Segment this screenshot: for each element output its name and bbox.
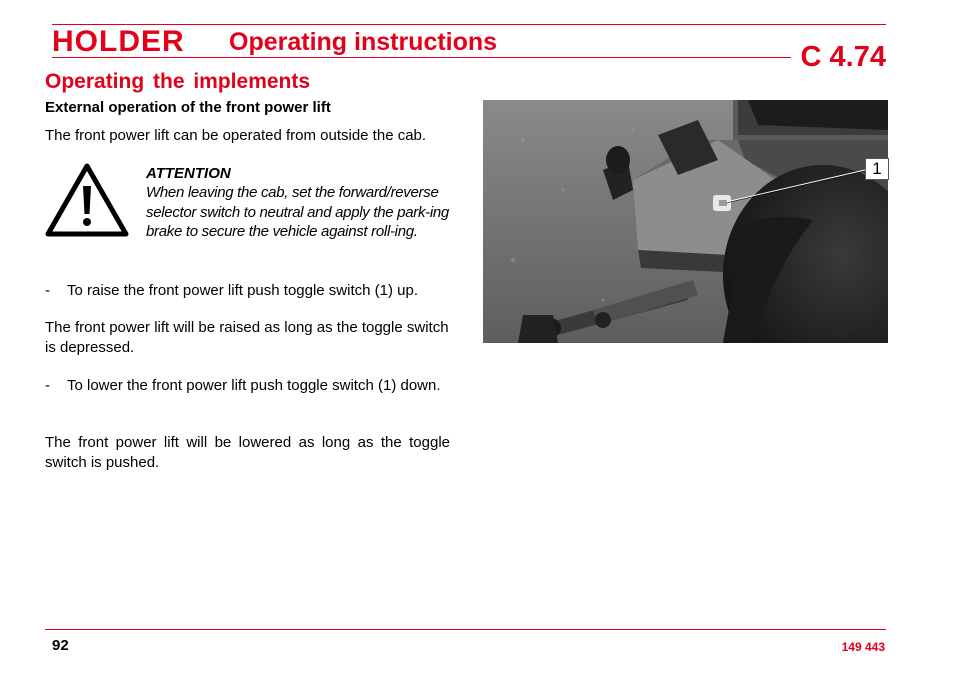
photo-illustration [483,100,888,343]
footer-rule [45,629,886,630]
step-lower-text: To lower the front power lift push toggle switch (1) down. [67,377,441,394]
bullet-dash: - [45,282,50,299]
page-number: 92 [52,637,69,654]
section-title: Operating the implements [45,70,311,93]
front-power-lift-photo [483,100,888,343]
subsection-title: External operation of the front power lift [45,99,331,116]
warning-triangle-icon [45,162,129,238]
bullet-dash: - [45,377,50,394]
holder-logo: HOLDER [52,25,185,58]
step-lower [45,376,450,396]
figure-callout-1: 1 [865,158,889,180]
figure-caption: Bild_C181 [850,333,887,342]
header-rule-bottom [52,57,791,58]
step-raise [45,281,450,301]
header-rule-top [52,24,886,25]
intro-paragraph: The front power lift can be operated from outside the cab. [45,127,427,144]
attention-text: When leaving the cab, set the forward/reverse selector switch to neutral and apply the park-ing brake to secure the vehicle against roll-ing. [146,184,449,240]
raise-note: The front power lift will be raised as long as the toggle switch is depressed. [45,319,449,356]
step-raise-text: To raise the front power lift push toggle switch (1) up. [67,282,419,299]
section-code: C 4.74 [800,41,886,73]
header-title: Operating instructions [229,28,498,56]
attention-title: ATTENTION [146,165,231,182]
lower-note: The front power lift will be lowered as long as the toggle switch is pushed. [45,434,450,471]
document-number: 149 443 [841,640,885,654]
